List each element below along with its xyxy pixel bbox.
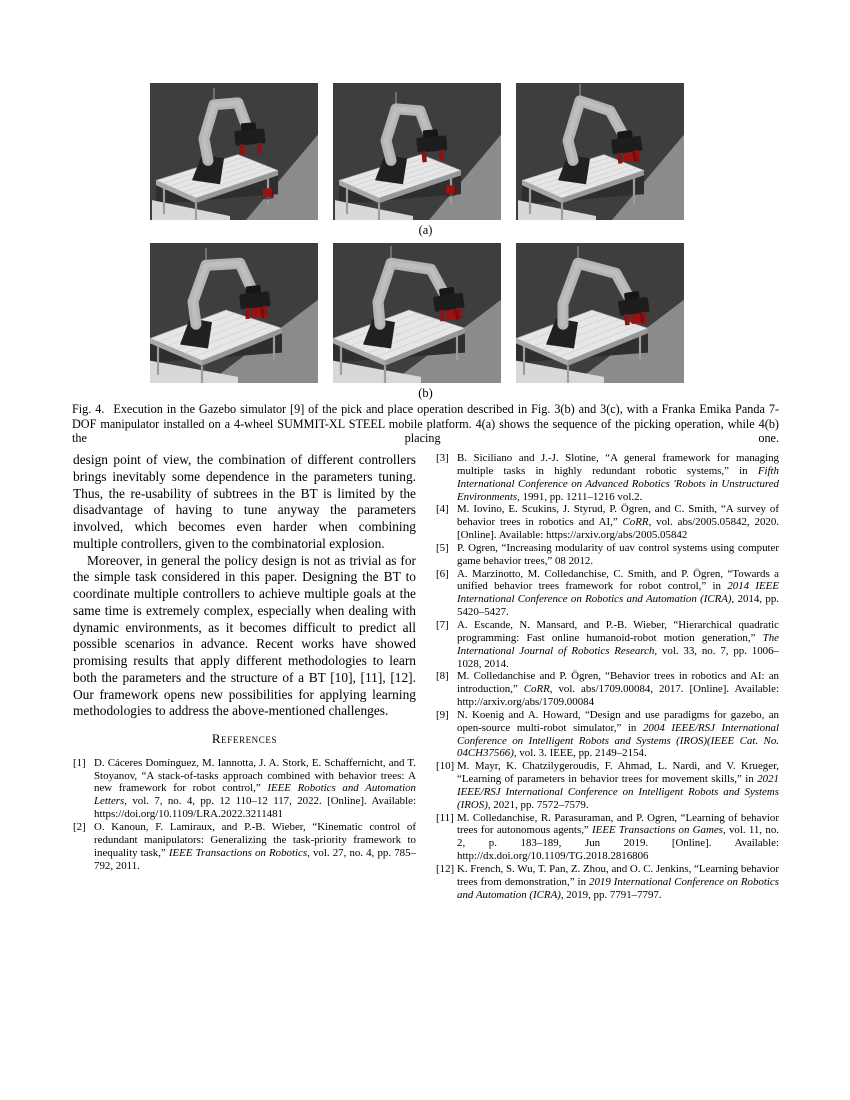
reference-number: [10] <box>436 760 455 773</box>
left-column <box>73 452 416 872</box>
reference-venue: CoRR <box>523 683 550 696</box>
reference-text: A. Escande, N. Mansard, and P.-B. Wieber, “Hierarchical quadratic programming: Fast online humanoid-robot motion generation,” <box>457 618 779 644</box>
references-heading: References <box>211 731 278 746</box>
reference-item <box>436 452 779 503</box>
reference-number: [9] <box>436 708 449 721</box>
body-paragraph: design point of view, the combination of different controllers brings inevitably some dependence in the parameters tuning. Thus, the re-usability of subtrees in the BT is limited by the disadvantage of having to tune anyway the parameters involved, which becomes even harder when combining multiple controllers, given to the combinatorial explosion. <box>73 452 416 551</box>
reference-item <box>73 757 416 821</box>
reference-text: , 2014, pp. 5420–5427. <box>457 593 779 619</box>
reference-venue: 2021 IEEE/RSJ International Conference on Intelligent Robots and Systems (IROS) <box>457 773 779 811</box>
sim-frame-placing-2 <box>333 243 501 383</box>
reference-item <box>436 503 779 542</box>
subfigure-label-b: (b) <box>418 386 433 400</box>
reference-text: D. Cáceres Domínguez, M. Iannotta, J. A. Stork, E. Schaffernicht, and T. Stoyanov, “A stack-of-tasks approach combined with behavior trees: A new framework for robot control,” <box>94 756 416 795</box>
reference-text: , 2019, pp. 7791–7797. <box>560 888 662 901</box>
reference-text: M. Iovino, E. Scukins, J. Styrud, P. Ögren, and C. Smith, “A survey of behavior trees in robotics and AI,” <box>457 503 779 529</box>
reference-venue: The International Journal of Robotics Research <box>457 631 779 657</box>
figure-caption <box>72 402 779 446</box>
reference-venue: Fifth International Conference on Advanced Robotics 'Robots in Unstructured Environments <box>457 464 779 503</box>
reference-text: M. Colledanchise and P. Ögren, “Behavior trees in robotics and AI: an introduction,” <box>457 670 779 696</box>
reference-text: , vol. 3. IEEE, pp. 2149–2154. <box>513 747 647 760</box>
reference-item <box>436 542 779 568</box>
reference-number: [7] <box>436 618 449 631</box>
reference-number: [4] <box>436 503 449 516</box>
references-right <box>436 452 779 902</box>
reference-venue: IEEE Transactions on Robotics <box>168 846 308 859</box>
reference-text: N. Koenig and A. Howard, “Design and use paradigms for gazebo, an open-source multi-robot simulator,” in <box>457 708 779 734</box>
reference-venue: 2014 IEEE International Conference on Robotics and Automation (ICRA) <box>457 580 779 606</box>
sim-frame-picking-2 <box>333 83 501 220</box>
body-paragraph: Moreover, in general the policy design is not as trivial as for the simple task considered in this paper. Designing the BT to coordinate multiple controllers to achieve multiple goals at the same time is extremely complex, especially when dealing with dynamic environments, as it becomes difficult to predict all possible scenarios in advance. Recent works have showed promising results that apply different methodologies to learn both the parameters and the structure of a BT [10], [11], [12]. Our framework opens new possibilities for applying learning methodologies to address the above-mentioned challenges. <box>73 552 416 719</box>
reference-text: M. Mayr, K. Chatzilygeroudis, F. Ahmad, L. Nardi, and V. Krueger, “Learning of parameters in behavior trees for movement skills,” in <box>457 760 779 786</box>
subfigure-label-a: (a) <box>418 223 433 237</box>
references-left <box>73 757 416 873</box>
reference-text: , vol. 7, no. 4, pp. 12 110–12 117, 2022. [Online]. Available: https://doi.org/10.1109/LRA.2022.3211481 <box>94 795 416 821</box>
reference-text: , 2021, pp. 7572–7579. <box>487 798 589 811</box>
reference-text: B. Siciliano and J.-J. Slotine, “A general framework for managing multiple tasks in highly redundant robotic systems,” in <box>457 452 779 477</box>
reference-number: [5] <box>436 541 449 554</box>
reference-text: P. Ogren, “Increasing modularity of uav control systems using computer game behavior trees,” 08 2012. <box>457 541 779 567</box>
reference-text: M. Colledanchise, R. Parasuraman, and P. Ogren, “Learning of behavior trees for autonomous agents,” <box>457 811 779 837</box>
reference-venue: IEEE Robotics and Automation Letters <box>94 782 416 808</box>
reference-item <box>436 670 779 709</box>
reference-number: [1] <box>73 756 86 769</box>
reference-text: A. Marzinotto, M. Colledanchise, C. Smith, and P. Ögren, “Towards a unified behavior trees framework for robot control,” in <box>457 567 779 593</box>
reference-text: , vol. 27, no. 4, pp. 785–792, 2011. <box>94 846 416 872</box>
sim-frame-picking-3 <box>516 83 684 220</box>
reference-item <box>436 863 779 902</box>
reference-text: , vol. 11, no. 2, p. 183–189, Jun 2019. [Online]. Available: http://dx.doi.org/10.1109/TG.2018.2816806 <box>457 824 779 863</box>
figure-row-placing <box>150 243 684 383</box>
reference-item <box>436 709 779 760</box>
reference-text: , vol. abs/1709.00084, 2017. [Online]. Available: http://arxiv.org/abs/1709.00084 <box>457 683 780 709</box>
reference-number: [2] <box>73 820 86 833</box>
reference-item <box>436 760 779 811</box>
reference-item <box>73 821 416 872</box>
reference-number: [12] <box>436 863 455 875</box>
right-column <box>436 452 779 902</box>
reference-venue: 2004 IEEE/RSJ International Conference on Intelligent Robots and Systems (IROS)(IEEE Cat. No. 04CH37566) <box>457 721 779 760</box>
reference-item <box>436 568 779 619</box>
reference-number: [3] <box>436 452 449 464</box>
reference-number: [6] <box>436 567 449 580</box>
sim-frame-placing-3 <box>516 243 684 383</box>
figure-caption-label: Fig. 4. <box>72 402 105 416</box>
reference-venue: CoRR <box>622 516 649 529</box>
reference-item <box>436 619 779 670</box>
reference-text: , vol. abs/2005.05842, 2020. [Online]. Available: https://arxiv.org/abs/2005.05842 <box>457 516 779 542</box>
reference-text: , vol. 33, no. 7, pp. 1006–1028, 2014. <box>457 644 779 670</box>
reference-text: K. French, S. Wu, T. Pan, Z. Zhou, and O. C. Jenkins, “Learning behavior trees from demonstration,” in <box>457 863 779 888</box>
reference-venue: IEEE Transactions on Games <box>592 824 723 837</box>
figure-row-picking <box>150 83 684 220</box>
reference-number: [8] <box>436 670 449 683</box>
reference-text: , 1991, pp. 1211–1216 vol.2. <box>517 490 643 503</box>
sim-frame-picking-1 <box>150 83 318 220</box>
reference-item <box>436 812 779 863</box>
sim-frame-placing-1 <box>150 243 318 383</box>
reference-number: [11] <box>436 811 454 824</box>
reference-text: O. Kanoun, F. Lamiraux, and P.-B. Wieber, “Kinematic control of redundant manipulators: Generalizing the task-priority framework to inequality task,” <box>94 820 416 859</box>
figure-caption-text: Execution in the Gazebo simulator [9] of the pick and place operation described in Fig. 3(b) and 3(c), with a Franka Emika Panda 7-DOF manipulator installed on a 4-wheel SUMMIT-XL STEEL mobile platform. 4(a) shows the sequence of the picking operation, while 4(b) the placing one. <box>72 402 779 446</box>
reference-venue: 2019 International Conference on Robotics and Automation (ICRA) <box>457 875 779 901</box>
